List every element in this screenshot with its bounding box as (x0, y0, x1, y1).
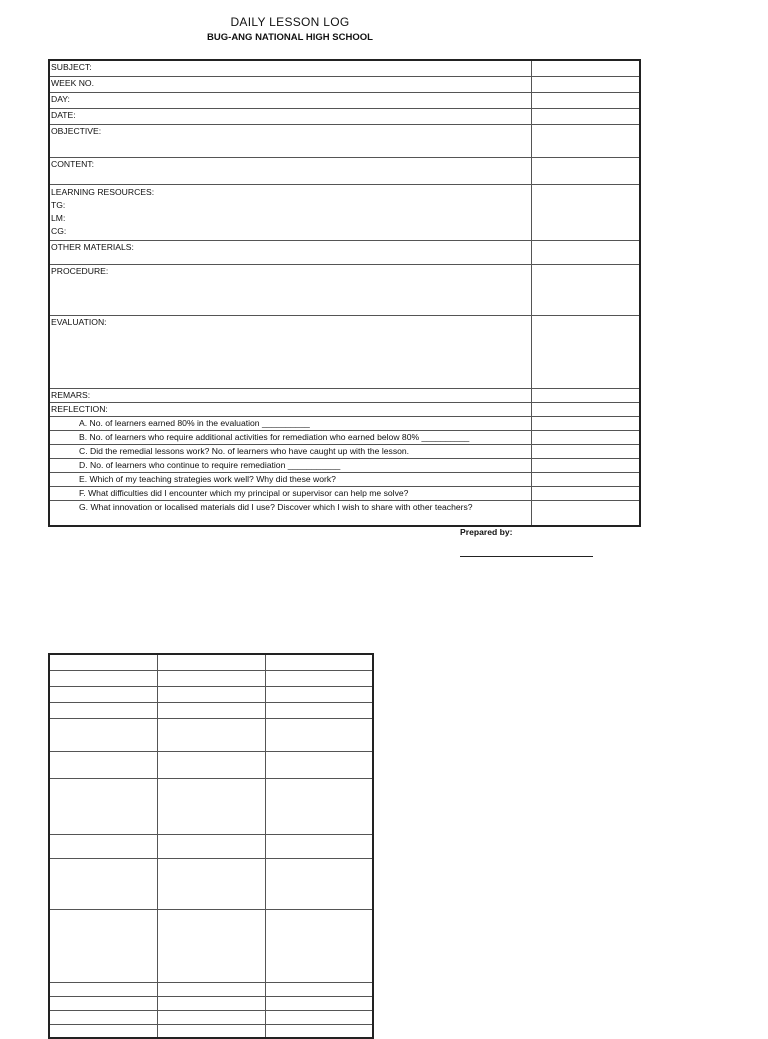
content-value-cell[interactable] (531, 157, 640, 184)
remarks-value-cell[interactable] (531, 388, 640, 402)
grid-cell[interactable] (49, 834, 157, 858)
row-remarks (49, 388, 640, 402)
reflection-item-b: B. No. of learners who require additional activities for remediation who earned below 80% __________ (49, 430, 531, 444)
date-label: DATE: (49, 108, 531, 124)
reflection-value-cell[interactable] (531, 402, 640, 416)
prepared-by-label: Prepared by: (460, 527, 513, 537)
evaluation-label: EVALUATION: (49, 315, 531, 388)
grid-cell[interactable] (265, 670, 373, 686)
other-materials-label: OTHER MATERIALS: (49, 240, 531, 264)
grid-row (49, 1010, 373, 1024)
grid-cell[interactable] (265, 751, 373, 778)
lesson-log-table (48, 59, 641, 527)
row-reflection-b (49, 430, 640, 444)
grid-cell[interactable] (49, 702, 157, 718)
reflection-label: REFLECTION: (49, 402, 531, 416)
row-learning-resources (49, 184, 640, 240)
subject-value-cell[interactable] (531, 60, 640, 76)
grid-cell[interactable] (265, 858, 373, 909)
procedure-label: PROCEDURE: (49, 264, 531, 315)
grid-cell[interactable] (265, 909, 373, 982)
subject-label: SUBJECT: (49, 60, 531, 76)
grid-cell[interactable] (157, 718, 265, 751)
other-materials-value-cell[interactable] (531, 240, 640, 264)
grid-cell[interactable] (265, 996, 373, 1010)
grid-cell[interactable] (157, 858, 265, 909)
grid-row (49, 996, 373, 1010)
grid-row (49, 654, 373, 670)
grid-cell[interactable] (49, 670, 157, 686)
grid-cell[interactable] (265, 834, 373, 858)
signature-line (460, 556, 593, 557)
reflection-item-c: C. Did the remedial lessons work? No. of learners who have caught up with the lesson. (49, 444, 531, 458)
row-reflection (49, 402, 640, 416)
grid-cell[interactable] (49, 751, 157, 778)
objective-label: OBJECTIVE: (49, 124, 531, 157)
grid-cell[interactable] (265, 982, 373, 996)
row-reflection-g (49, 500, 640, 526)
day-value-cell[interactable] (531, 92, 640, 108)
grid-cell[interactable] (265, 702, 373, 718)
grid-cell[interactable] (49, 996, 157, 1010)
grid-cell[interactable] (265, 718, 373, 751)
grid-cell[interactable] (157, 670, 265, 686)
grid-cell[interactable] (157, 834, 265, 858)
document-title: DAILY LESSON LOG (230, 15, 350, 29)
week-no-value-cell[interactable] (531, 76, 640, 92)
grid-row (49, 686, 373, 702)
row-other-materials (49, 240, 640, 264)
grid-cell[interactable] (157, 996, 265, 1010)
row-reflection-c (49, 444, 640, 458)
grid-row (49, 718, 373, 751)
row-reflection-f (49, 486, 640, 500)
grid-row (49, 834, 373, 858)
grid-row (49, 982, 373, 996)
grid-cell[interactable] (265, 654, 373, 670)
grid-cell[interactable] (157, 1024, 265, 1038)
grid-cell[interactable] (49, 718, 157, 751)
school-name: BUG-ANG NATIONAL HIGH SCHOOL (207, 32, 373, 43)
grid-cell[interactable] (265, 1024, 373, 1038)
grid-cell[interactable] (157, 702, 265, 718)
grid-cell[interactable] (49, 858, 157, 909)
lm-label: LM: (51, 212, 66, 223)
cg-label: CG: (51, 225, 67, 236)
learning-resources-value-cell[interactable] (531, 184, 640, 240)
reflection-d-value-cell[interactable] (531, 458, 640, 472)
row-reflection-a (49, 416, 640, 430)
grid-cell[interactable] (157, 686, 265, 702)
reflection-item-d: D. No. of learners who continue to require remediation ___________ (49, 458, 531, 472)
evaluation-value-cell[interactable] (531, 315, 640, 388)
grid-cell[interactable] (157, 909, 265, 982)
reflection-c-value-cell[interactable] (531, 444, 640, 458)
reflection-item-g: G. What innovation or localised materials did I use? Discover which I wish to share with other teachers? (49, 500, 531, 526)
row-subject (49, 60, 640, 76)
row-reflection-d (49, 458, 640, 472)
reflection-g-value-cell[interactable] (531, 500, 640, 526)
reflection-item-a: A. No. of learners earned 80% in the evaluation __________ (49, 416, 531, 430)
grid-row (49, 751, 373, 778)
reflection-f-value-cell[interactable] (531, 486, 640, 500)
grid-cell[interactable] (157, 654, 265, 670)
content-label: CONTENT: (49, 157, 531, 184)
grid-cell[interactable] (49, 1010, 157, 1024)
grid-cell[interactable] (49, 686, 157, 702)
grid-cell[interactable] (49, 654, 157, 670)
grid-cell[interactable] (157, 982, 265, 996)
grid-cell[interactable] (265, 686, 373, 702)
grid-cell[interactable] (265, 778, 373, 834)
row-procedure (49, 264, 640, 315)
grid-cell[interactable] (49, 982, 157, 996)
reflection-item-f: F. What difficulties did I encounter which my principal or supervisor can help me solve? (49, 486, 531, 500)
procedure-value-cell[interactable] (531, 264, 640, 315)
grid-cell[interactable] (49, 1024, 157, 1038)
grid-cell[interactable] (265, 1010, 373, 1024)
objective-value-cell[interactable] (531, 124, 640, 157)
row-content (49, 157, 640, 184)
grid-row (49, 778, 373, 834)
grid-row (49, 909, 373, 982)
grid-row (49, 670, 373, 686)
tg-label: TG: (51, 199, 66, 210)
week-no-label: WEEK NO. (49, 76, 531, 92)
grid-cell[interactable] (157, 751, 265, 778)
row-week-no (49, 76, 640, 92)
grid-cell[interactable] (157, 778, 265, 834)
grid-cell[interactable] (49, 909, 157, 982)
grid-row (49, 702, 373, 718)
row-date (49, 108, 640, 124)
row-day (49, 92, 640, 108)
learning-resources-label: LEARNING RESOURCES: (51, 186, 155, 197)
reflection-b-value-cell[interactable] (531, 430, 640, 444)
remarks-label: REMARS: (49, 388, 531, 402)
day-label: DAY: (49, 92, 531, 108)
date-value-cell[interactable] (531, 108, 640, 124)
row-objective (49, 124, 640, 157)
blank-grid-table (48, 653, 374, 1039)
reflection-item-e: E. Which of my teaching strategies work well? Why did these work? (49, 472, 531, 486)
row-evaluation (49, 315, 640, 388)
grid-cell[interactable] (49, 778, 157, 834)
reflection-a-value-cell[interactable] (531, 416, 640, 430)
grid-cell[interactable] (157, 1010, 265, 1024)
row-reflection-e (49, 472, 640, 486)
grid-row (49, 858, 373, 909)
grid-row (49, 1024, 373, 1038)
reflection-e-value-cell[interactable] (531, 472, 640, 486)
